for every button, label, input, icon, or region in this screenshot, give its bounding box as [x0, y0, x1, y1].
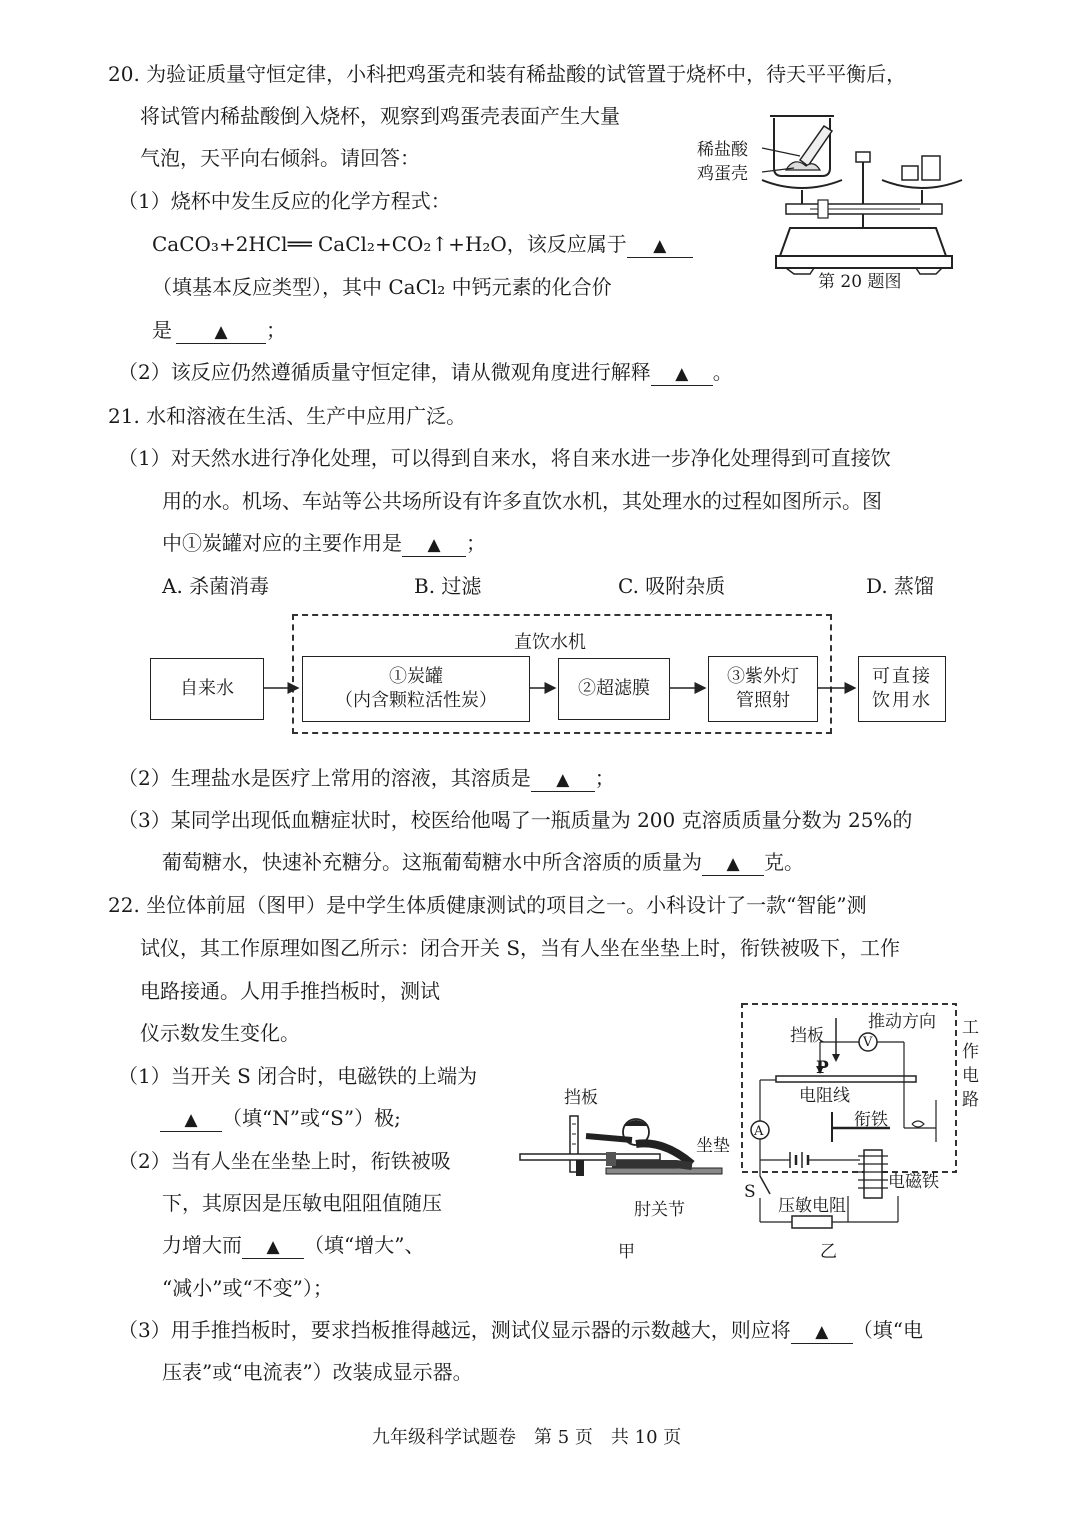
q22-part2-line4: “减小”或“不变”）；: [162, 1276, 333, 1300]
q22-part2-line3: 力增大而 ▲ （填“增大”、: [162, 1233, 425, 1257]
yi-label-board: 挡板: [790, 1026, 824, 1046]
q21-part3-line2: 葡萄糖水，快速补充糖分。这瓶葡萄糖水中所含溶质的质量为 ▲ 克。: [162, 850, 804, 874]
machine-label: 直饮水机: [514, 632, 586, 653]
page-footer: 九年级科学试题卷 第 5 页 共 10 页: [372, 1427, 682, 1448]
q22-line2: 试仪，其工作原理如图乙所示：闭合开关 S，当有人坐在坐垫上时，衔铁被吸下，工作: [140, 936, 901, 960]
q21-part1-line2: 用的水。机场、车站等公共场所设有许多直饮水机，其处理水的过程如图所示。图: [162, 489, 882, 513]
answer-blank[interactable]: ▲: [531, 767, 595, 792]
yi-label-push: 推动方向: [868, 1012, 936, 1032]
yi-label-work-1: 工: [962, 1018, 979, 1038]
label-dilute-hcl: 稀盐酸: [697, 140, 748, 160]
q21-part1-line3: 中①炭罐对应的主要作用是 ▲ ；: [162, 531, 486, 555]
answer-blank[interactable]: ▲: [651, 361, 713, 386]
yi-label-armature: 衔铁: [854, 1110, 888, 1130]
yi-label-switch: S: [744, 1182, 756, 1202]
flow-arrows: [0, 0, 1080, 760]
jia-label-board: 挡板: [564, 1088, 598, 1108]
figure-20-caption: 第 20 题图: [818, 272, 902, 292]
yi-label-wire: 电阻线: [799, 1086, 850, 1106]
q20-part2: （2）该反应仍然遵循质量守恒定律，请从微观角度进行解释 ▲ 。: [118, 360, 733, 384]
option-b: B. 过滤: [414, 574, 482, 598]
q21-line1: 21. 水和溶液在生活、生产中应用广泛。: [108, 404, 467, 428]
q21-part3-line1: （3）某同学出现低血糖症状时，校医给他喝了一瓶质量为 200 克溶质质量分数为 25%的: [118, 808, 913, 832]
q22-line4: 仪示数发生变化。: [140, 1021, 300, 1045]
label-eggshell: 鸡蛋壳: [697, 164, 748, 184]
voltmeter-icon: V: [863, 1035, 873, 1050]
jia-label-cushion: 坐垫: [696, 1136, 730, 1156]
q22-part2-line2: 下，其原因是压敏电阻阻值随压: [162, 1191, 442, 1215]
option-d: D. 蒸馏: [866, 574, 935, 598]
q20-part1-line3: 是 ▲ ；: [152, 318, 286, 342]
q22-part1-line2: ▲ （填“N”或“S”）极;: [160, 1104, 401, 1132]
yi-label-sensor: 压敏电阻: [778, 1196, 846, 1216]
chemical-equation: CaCO₃+2HCl══ CaCl₂+CO₂↑+H₂O，该反应属于: [152, 232, 627, 256]
q22-line3: 电路接通。人用手推挡板时，测试: [140, 979, 440, 1003]
answer-blank[interactable]: ▲: [176, 319, 266, 344]
flow-drinkable-water: 可直接 饮用水: [858, 656, 946, 722]
option-a: A. 杀菌消毒: [162, 574, 270, 598]
q20-line3: 气泡，天平向右倾斜。请回答：: [140, 146, 420, 170]
q21-part1-line1: （1）对天然水进行净化处理，可以得到自来水，将自来水进一步净化处理得到可直接饮: [118, 446, 891, 470]
yi-caption: 乙: [820, 1242, 837, 1262]
flow-tap-water: 自来水: [150, 658, 264, 720]
yi-label-work-2: 作: [962, 1042, 979, 1062]
yi-label-work-3: 电: [962, 1066, 979, 1086]
answer-blank[interactable]: ▲: [242, 1234, 304, 1259]
jia-label-elbow: 肘关节: [634, 1200, 685, 1220]
answer-blank[interactable]: ▲: [402, 532, 466, 557]
answer-blank[interactable]: ▲: [791, 1319, 853, 1344]
yi-label-magnet: 电磁铁: [888, 1172, 939, 1192]
ammeter-icon: A: [754, 1124, 764, 1139]
flow-ultrafiltration: ②超滤膜: [558, 658, 670, 720]
q20-part1-line2: （填基本反应类型），其中 CaCl₂ 中钙元素的化合价: [152, 275, 612, 299]
answer-blank[interactable]: ▲: [160, 1107, 222, 1132]
flow-uv-lamp: ③紫外灯 管照射: [708, 656, 818, 722]
q20-line1: 20. 为验证质量守恒定律，小科把鸡蛋壳和装有稀盐酸的试管置于烧杯中，待天平平衡后，: [108, 62, 907, 86]
q21-part2: （2）生理盐水是医疗上常用的溶液，其溶质是 ▲ ；: [118, 766, 615, 790]
q22-part1-line1: （1）当开关 S 闭合时，电磁铁的上端为: [118, 1064, 478, 1088]
q20-part1: （1）烧杯中发生反应的化学方程式：: [118, 189, 451, 213]
q22-part2-line1: （2）当有人坐在坐垫上时，衔铁被吸: [118, 1149, 451, 1173]
q22-part3-line2: 压表”或“电流表”）改装成显示器。: [162, 1360, 473, 1384]
flow-carbon-tank: ①炭罐 （内含颗粒活性炭）: [302, 656, 530, 722]
option-c: C. 吸附杂质: [618, 574, 726, 598]
answer-blank[interactable]: ▲: [627, 233, 693, 258]
q22-part3-line1: （3）用手推挡板时，要求挡板推得越远，测试仪显示器的示数越大，则应将 ▲ （填“电: [118, 1318, 923, 1342]
jia-caption: 甲: [618, 1242, 635, 1262]
yi-label-work-4: 路: [962, 1090, 979, 1110]
answer-blank[interactable]: ▲: [702, 851, 764, 876]
q22-line1: 22. 坐位体前屈（图甲）是中学生体质健康测试的项目之一。小科设计了一款“智能”测: [108, 893, 867, 917]
q20-line2: 将试管内稀盐酸倒入烧杯，观察到鸡蛋壳表面产生大量: [140, 104, 620, 128]
yi-label-p: P: [816, 1058, 829, 1078]
